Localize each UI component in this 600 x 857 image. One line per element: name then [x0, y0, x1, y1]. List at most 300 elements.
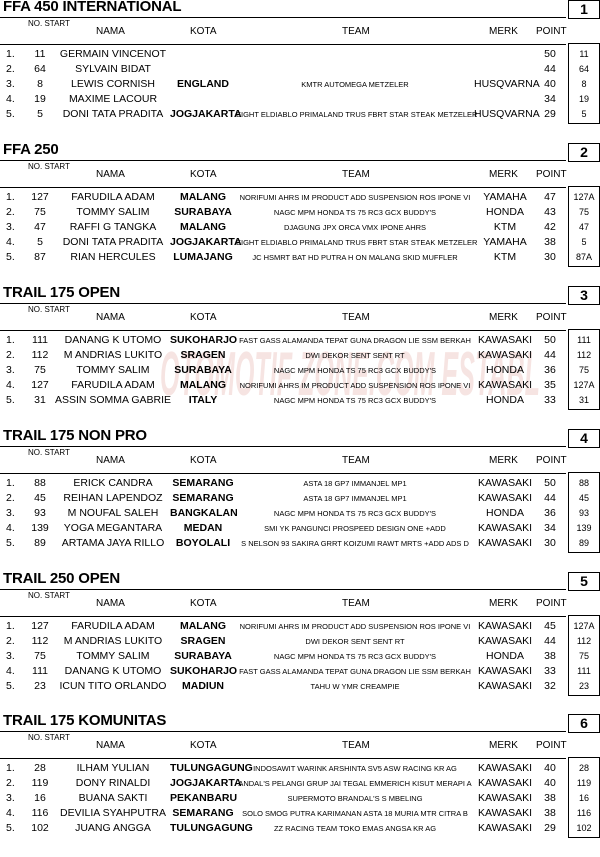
side-number: 75 — [578, 365, 589, 375]
cell-merk: KAWASAKI — [477, 822, 533, 834]
table-row — [0, 220, 566, 235]
side-number: 16 — [578, 793, 589, 803]
header-nama: NAMA — [96, 740, 125, 751]
cell-point: 40 — [544, 777, 556, 789]
cell-rank: 5. — [6, 108, 15, 120]
cell-start: 88 — [34, 477, 46, 489]
side-numbers-box — [568, 757, 600, 838]
table-row — [0, 107, 566, 122]
cell-rank: 4. — [6, 522, 15, 534]
cell-start: 127 — [31, 379, 49, 391]
cell-kota: SEMARANG — [172, 492, 234, 504]
cell-start: 127 — [31, 191, 49, 203]
side-number: 111 — [577, 335, 591, 345]
cell-team: NAGC MPM HONDA TS 75 RC3 GCX BUDDY'S — [273, 208, 437, 217]
cell-nama: YOGA MEGANTARA — [63, 522, 163, 534]
cell-rank: 5. — [6, 822, 15, 834]
cell-team: FAST GASS ALAMANDA TEPAT GUNA DRAGON LIE SSM BERKAH — [239, 667, 471, 676]
cell-nama: DEVILIA SYAHPUTRA — [59, 807, 166, 819]
cell-nama: M ANDRIAS LUKITO — [63, 635, 163, 647]
cell-rank: 4. — [6, 93, 15, 105]
cell-merk: HONDA — [486, 394, 524, 406]
section-title: TRAIL 250 OPEN — [3, 570, 120, 587]
cell-rank: 1. — [6, 620, 15, 632]
cell-start: 75 — [34, 364, 46, 376]
cell-kota: SURABAYA — [174, 206, 232, 218]
cell-nama: RAFFI G TANGKA — [69, 221, 157, 233]
cell-rank: 3. — [6, 792, 15, 804]
side-number: 87A — [575, 252, 592, 262]
section-title: TRAIL 175 KOMUNITAS — [3, 712, 167, 729]
cell-start: 19 — [34, 93, 46, 105]
section-title: TRAIL 175 OPEN — [3, 284, 120, 301]
cell-merk: KTM — [493, 221, 517, 233]
cell-team: DJAGUNG JPX ORCA VMX IPONE AHRS — [283, 223, 427, 232]
header-point: POINT — [536, 455, 567, 466]
table-row — [0, 476, 566, 491]
side-number: 23 — [578, 681, 589, 691]
cell-team: NORIFUMI AHRS IM PRODUCT ADD SUSPENSION ROS IPONE VI — [239, 193, 471, 202]
table-header — [0, 17, 566, 45]
cell-merk: KAWASAKI — [477, 680, 533, 692]
cell-rank: 4. — [6, 665, 15, 677]
cell-point: 34 — [544, 93, 556, 105]
side-number: 64 — [578, 64, 589, 74]
cell-merk: KAWASAKI — [477, 522, 533, 534]
cell-start: 45 — [34, 492, 46, 504]
header-merk: MERK — [489, 740, 518, 751]
cell-nama: FARUDILA ADAM — [71, 379, 155, 391]
cell-nama: MAXIME LACOUR — [68, 93, 158, 105]
cell-point: 50 — [544, 48, 556, 60]
cell-team: EIGHT ELDIABLO PRIMALAND TRUS FBRT STAR STEAK METZELER — [236, 238, 478, 247]
cell-team: INDOSAWIT WARINK ARSHINTA SV5 ASW RACING KR AG — [253, 764, 457, 773]
header-start: NO. START — [28, 448, 70, 457]
table-row — [0, 821, 566, 836]
table-row — [0, 235, 566, 250]
cell-nama: SYLVAIN BIDAT — [75, 63, 151, 75]
table-row — [0, 679, 566, 694]
cell-start: 89 — [34, 537, 46, 549]
cell-kota: JOGJAKARTA — [170, 236, 242, 248]
cell-point: 34 — [544, 522, 556, 534]
cell-nama: ERICK CANDRA — [73, 477, 153, 489]
side-number: 127A — [573, 621, 595, 631]
header-point: POINT — [536, 312, 567, 323]
cell-team: NAGC MPM HONDA TS 75 RC3 GCX BUDDY'S — [273, 509, 437, 518]
cell-point: 38 — [544, 792, 556, 804]
header-kota: KOTA — [190, 312, 217, 323]
cell-rank: 1. — [6, 334, 15, 346]
cell-point: 42 — [544, 221, 556, 233]
cell-rank: 5. — [6, 251, 15, 263]
cell-start: 127 — [31, 620, 49, 632]
cell-point: 30 — [544, 537, 556, 549]
header-kota: KOTA — [190, 598, 217, 609]
cell-team: ASTA 18 GP7 IMMANJEL MP1 — [303, 494, 407, 503]
cell-nama: GERMAIN VINCENOT — [59, 48, 167, 60]
cell-nama: LEWIS CORNISH — [70, 78, 155, 90]
cell-rank: 5. — [6, 394, 15, 406]
cell-start: 64 — [34, 63, 46, 75]
cell-start: 75 — [34, 650, 46, 662]
cell-team: NORIFUMI AHRS IM PRODUCT ADD SUSPENSION ROS IPONE VI — [239, 622, 471, 631]
cell-kota: MALANG — [179, 620, 227, 632]
header-start: NO. START — [28, 19, 70, 28]
header-kota: KOTA — [190, 26, 217, 37]
cell-start: 87 — [34, 251, 46, 263]
table-row — [0, 806, 566, 821]
cell-start: 111 — [32, 665, 48, 677]
cell-point: 38 — [544, 236, 556, 248]
cell-team: DWI DEKOR SENT SENT RT — [305, 637, 405, 646]
cell-rank: 3. — [6, 78, 15, 90]
cell-kota: SRAGEN — [180, 635, 226, 647]
cell-nama: DONI TATA PRADITA — [62, 108, 164, 120]
cell-point: 50 — [544, 477, 556, 489]
cell-kota: LUMAJANG — [173, 251, 233, 263]
cell-nama: TOMMY SALIM — [76, 206, 150, 218]
side-number: 19 — [578, 94, 589, 104]
table-row — [0, 664, 566, 679]
cell-start: 102 — [31, 822, 49, 834]
cell-start: 93 — [34, 507, 46, 519]
header-nama: NAMA — [96, 169, 125, 180]
header-team: TEAM — [342, 312, 370, 323]
section-title: FFA 450 INTERNATIONAL — [3, 0, 182, 15]
header-start: NO. START — [28, 305, 70, 314]
table-row — [0, 47, 566, 62]
cell-point: 38 — [544, 807, 556, 819]
side-number: 89 — [578, 538, 589, 548]
side-number: 102 — [576, 823, 592, 833]
side-number: 93 — [578, 508, 589, 518]
cell-kota: SUKOHARJO — [170, 334, 238, 346]
section-number: 5 — [568, 572, 600, 591]
header-point: POINT — [536, 598, 567, 609]
header-team: TEAM — [342, 598, 370, 609]
cell-point: 50 — [544, 334, 556, 346]
cell-kota: JOGJAKARTA — [170, 108, 242, 120]
cell-kota: SURABAYA — [174, 364, 232, 376]
cell-rank: 2. — [6, 635, 15, 647]
cell-kota: MADIUN — [182, 680, 224, 692]
cell-kota: ITALY — [188, 394, 218, 406]
cell-merk: KAWASAKI — [477, 792, 533, 804]
cell-team: SUPERMOTO BRANDAL'S S MBELING — [287, 794, 423, 803]
cell-point: 32 — [544, 680, 556, 692]
cell-nama: DANANG K UTOMO — [64, 665, 162, 677]
cell-rank: 1. — [6, 477, 15, 489]
cell-kota: MALANG — [179, 221, 227, 233]
cell-rank: 2. — [6, 492, 15, 504]
table-row — [0, 393, 566, 408]
cell-kota: MALANG — [179, 191, 227, 203]
results-section — [0, 714, 600, 857]
header-kota: KOTA — [190, 740, 217, 751]
cell-point: 40 — [544, 78, 556, 90]
side-number: 75 — [578, 207, 589, 217]
cell-start: 16 — [34, 792, 46, 804]
cell-point: 30 — [544, 251, 556, 263]
table-header — [0, 589, 566, 617]
cell-start: 112 — [31, 349, 49, 361]
cell-team: NAGC MPM HONDA TS 75 RC3 GCX BUDDY'S — [273, 652, 437, 661]
cell-nama: M ANDRIAS LUKITO — [63, 349, 163, 361]
table-row — [0, 378, 566, 393]
cell-nama: TOMMY SALIM — [76, 650, 150, 662]
cell-nama: DANANG K UTOMO — [64, 334, 162, 346]
cell-team: SMI YK PANGUNCI PROSPEED DESIGN ONE +ADD — [264, 524, 446, 533]
side-number: 112 — [576, 636, 592, 646]
header-merk: MERK — [489, 312, 518, 323]
cell-kota: TULUNGAGUNG — [170, 762, 253, 774]
cell-point: 40 — [544, 762, 556, 774]
header-merk: MERK — [489, 455, 518, 466]
cell-start: 28 — [34, 762, 46, 774]
table-row — [0, 491, 566, 506]
cell-merk: KAWASAKI — [477, 620, 533, 632]
side-numbers-box — [568, 615, 600, 696]
cell-point: 29 — [544, 108, 556, 120]
cell-merk: YAMAHA — [483, 236, 527, 248]
table-row — [0, 649, 566, 664]
table-header — [0, 160, 566, 188]
results-section — [0, 0, 600, 143]
results-section — [0, 286, 600, 429]
cell-start: 116 — [31, 807, 49, 819]
header-nama: NAMA — [96, 312, 125, 323]
side-number: 119 — [576, 778, 592, 788]
table-row — [0, 761, 566, 776]
cell-team: ZZ RACING TEAM TOKO EMAS ANGSA KR AG — [273, 824, 437, 833]
cell-rank: 3. — [6, 507, 15, 519]
cell-point: 44 — [544, 492, 556, 504]
side-number: 127A — [573, 192, 595, 202]
side-number: 5 — [581, 237, 587, 247]
cell-start: 112 — [31, 635, 49, 647]
cell-merk: HONDA — [486, 650, 524, 662]
cell-point: 44 — [544, 635, 556, 647]
cell-team: NAGC MPM HONDA TS 75 RC3 GCX BUDDY'S — [273, 366, 437, 375]
table-row — [0, 506, 566, 521]
cell-team: ANDAL'S PELANGI GRUP JAI TEGAL EMMERICH KISUT MERAPI A — [238, 779, 472, 788]
cell-kota: SRAGEN — [180, 349, 226, 361]
cell-rank: 2. — [6, 206, 15, 218]
header-team: TEAM — [342, 455, 370, 466]
side-number: 47 — [578, 222, 589, 232]
cell-nama: ICUN TITO ORLANDO — [59, 680, 167, 692]
cell-team: NORIFUMI AHRS IM PRODUCT ADD SUSPENSION ROS IPONE VI — [239, 381, 471, 390]
cell-rank: 5. — [6, 537, 15, 549]
table-row — [0, 521, 566, 536]
table-row — [0, 363, 566, 378]
side-number: 112 — [576, 350, 592, 360]
cell-merk: KAWASAKI — [477, 334, 533, 346]
cell-merk: HONDA — [486, 206, 524, 218]
table-row — [0, 634, 566, 649]
side-number: 127A — [573, 380, 595, 390]
cell-kota: SEMARANG — [172, 477, 234, 489]
cell-merk: KAWASAKI — [477, 492, 533, 504]
section-title: TRAIL 175 NON PRO — [3, 427, 147, 444]
cell-start: 111 — [32, 334, 48, 346]
side-number: 111 — [577, 666, 591, 676]
section-title: FFA 250 — [3, 141, 59, 158]
cell-kota: PEKANBARU — [170, 792, 238, 804]
side-numbers-box — [568, 186, 600, 267]
table-row — [0, 333, 566, 348]
cell-merk: KAWASAKI — [477, 635, 533, 647]
header-nama: NAMA — [96, 598, 125, 609]
cell-nama: BUANA SAKTI — [78, 792, 148, 804]
cell-point: 45 — [544, 620, 556, 632]
header-point: POINT — [536, 169, 567, 180]
cell-kota: MALANG — [179, 379, 227, 391]
cell-merk: KAWASAKI — [477, 537, 533, 549]
cell-merk: KAWASAKI — [477, 379, 533, 391]
cell-point: 43 — [544, 206, 556, 218]
cell-rank: 2. — [6, 349, 15, 361]
side-numbers-box — [568, 472, 600, 553]
header-merk: MERK — [489, 26, 518, 37]
cell-nama: DONY RINALDI — [75, 777, 151, 789]
header-start: NO. START — [28, 591, 70, 600]
cell-nama: DONI TATA PRADITA — [62, 236, 164, 248]
header-kota: KOTA — [190, 169, 217, 180]
cell-kota: SUKOHARJO — [170, 665, 238, 677]
cell-point: 44 — [544, 63, 556, 75]
cell-rank: 3. — [6, 364, 15, 376]
header-start: NO. START — [28, 162, 70, 171]
cell-merk: KAWASAKI — [477, 762, 533, 774]
table-row — [0, 77, 566, 92]
cell-merk: KTM — [493, 251, 517, 263]
section-number: 6 — [568, 714, 600, 733]
header-start: NO. START — [28, 733, 70, 742]
cell-nama: FARUDILA ADAM — [71, 191, 155, 203]
cell-start: 139 — [31, 522, 49, 534]
cell-point: 29 — [544, 822, 556, 834]
cell-nama: FARUDILA ADAM — [71, 620, 155, 632]
cell-point: 33 — [544, 394, 556, 406]
results-section — [0, 143, 600, 286]
side-number: 116 — [576, 808, 592, 818]
cell-merk: HONDA — [486, 507, 524, 519]
cell-start: 31 — [34, 394, 46, 406]
header-team: TEAM — [342, 740, 370, 751]
cell-start: 23 — [34, 680, 46, 692]
header-kota: KOTA — [190, 455, 217, 466]
cell-point: 47 — [544, 191, 556, 203]
cell-rank: 1. — [6, 191, 15, 203]
cell-merk: YAMAHA — [483, 191, 527, 203]
cell-nama: REIHAN LAPENDOZ — [63, 492, 163, 504]
cell-merk: KAWASAKI — [477, 349, 533, 361]
cell-rank: 5. — [6, 680, 15, 692]
cell-nama: TOMMY SALIM — [76, 364, 150, 376]
cell-nama: M NOUFAL SALEH — [67, 507, 159, 519]
cell-nama: JUANG ANGGA — [75, 822, 151, 834]
header-team: TEAM — [342, 169, 370, 180]
cell-team: FAST GASS ALAMANDA TEPAT GUNA DRAGON LIE SSM BERKAH — [239, 336, 471, 345]
table-header — [0, 303, 566, 331]
cell-point: 38 — [544, 650, 556, 662]
cell-rank: 4. — [6, 379, 15, 391]
section-number: 4 — [568, 429, 600, 448]
cell-rank: 3. — [6, 221, 15, 233]
header-merk: MERK — [489, 598, 518, 609]
header-nama: NAMA — [96, 26, 125, 37]
cell-kota: TULUNGAGUNG — [170, 822, 253, 834]
cell-team: JC HSMRT BAT HD PUTRA H ON MALANG SKID MUFFLER — [252, 253, 458, 262]
side-number: 11 — [579, 49, 589, 59]
cell-start: 8 — [37, 78, 43, 90]
cell-team: EIGHT ELDIABLO PRIMALAND TRUS FBRT STAR STEAK METZELER — [236, 110, 478, 119]
table-header — [0, 731, 566, 759]
side-numbers-box — [568, 43, 600, 124]
cell-merk: HONDA — [486, 364, 524, 376]
cell-start: 47 — [34, 221, 46, 233]
cell-kota: MEDAN — [183, 522, 223, 534]
side-number: 75 — [578, 651, 589, 661]
results-section — [0, 429, 600, 572]
cell-point: 33 — [544, 665, 556, 677]
side-number: 31 — [578, 395, 589, 405]
cell-point: 36 — [544, 507, 556, 519]
cell-rank: 2. — [6, 777, 15, 789]
table-row — [0, 619, 566, 634]
side-number: 88 — [578, 478, 589, 488]
section-number: 2 — [568, 143, 600, 162]
side-number: 28 — [578, 763, 589, 773]
header-point: POINT — [536, 26, 567, 37]
cell-team: ASTA 18 GP7 IMMANJEL MP1 — [303, 479, 407, 488]
cell-merk: KAWASAKI — [477, 777, 533, 789]
cell-kota: BANGKALAN — [170, 507, 238, 519]
cell-rank: 2. — [6, 63, 15, 75]
table-row — [0, 92, 566, 107]
watermark-text: OTOMOTIF ZONE.COM ESTABL — [160, 340, 540, 409]
cell-rank: 3. — [6, 650, 15, 662]
header-point: POINT — [536, 740, 567, 751]
table-row — [0, 190, 566, 205]
cell-merk: HUSQVARNA — [474, 78, 540, 90]
side-number: 139 — [576, 523, 592, 533]
cell-team: KMTR AUTOMEGA METZELER — [301, 80, 409, 89]
cell-point: 44 — [544, 349, 556, 361]
table-row — [0, 205, 566, 220]
cell-team: SOLO SMOG PUTRA KARIMANAN ASTA 18 MURIA MTR CITRA B — [242, 809, 468, 818]
table-row — [0, 536, 566, 551]
table-row — [0, 250, 566, 265]
header-merk: MERK — [489, 169, 518, 180]
table-row — [0, 791, 566, 806]
cell-start: 5 — [37, 108, 43, 120]
side-numbers-box — [568, 329, 600, 410]
cell-merk: HUSQVARNA — [474, 108, 540, 120]
cell-nama: ASSIN SOMMA GABRIE — [54, 394, 172, 406]
cell-merk: KAWASAKI — [477, 807, 533, 819]
cell-start: 75 — [34, 206, 46, 218]
cell-merk: KAWASAKI — [477, 477, 533, 489]
table-header — [0, 446, 566, 474]
cell-team: TAHU W YMR CREAMPIE — [310, 682, 400, 691]
cell-start: 11 — [34, 48, 46, 60]
cell-start: 5 — [37, 236, 43, 248]
cell-merk: KAWASAKI — [477, 665, 533, 677]
header-team: TEAM — [342, 26, 370, 37]
